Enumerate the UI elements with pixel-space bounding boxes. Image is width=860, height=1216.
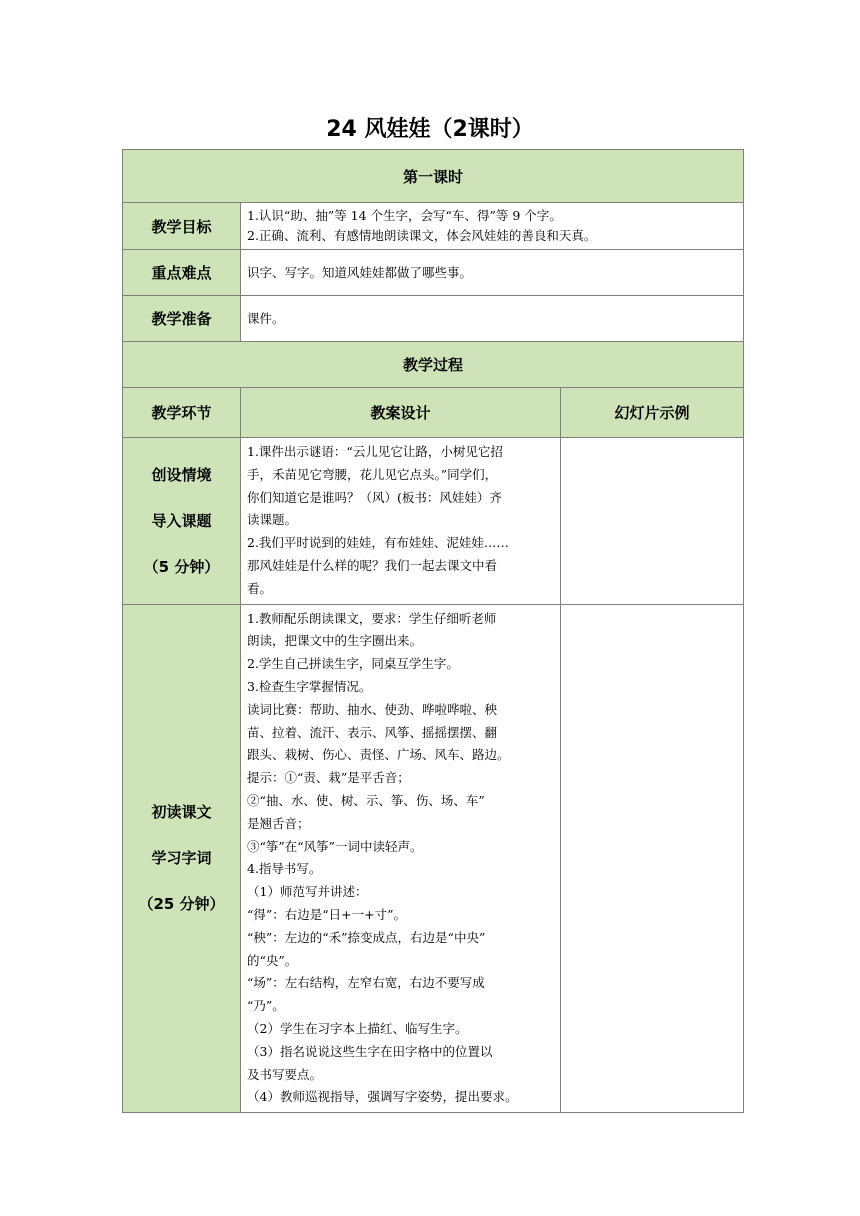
- lesson-plan-table: [122, 149, 744, 1113]
- process-header: 教学过程: [123, 342, 744, 388]
- design-line: 3.检查生字掌握情况。: [247, 678, 372, 694]
- design-line: （1）师范写并讲述：: [247, 884, 368, 900]
- design-line: 你们知道它是谁吗？（风）(板书：风娃娃）齐: [247, 489, 502, 505]
- design-line: 及书写要点。: [247, 1066, 323, 1082]
- stage-design: [241, 438, 561, 605]
- design-line: 读词比赛：帮助、抽水、使劲、哗啦哗啦、秧: [247, 701, 498, 717]
- design-line: ③“筝”在“风筝”一词中读轻声。: [247, 838, 423, 854]
- column-header-stage: 教学环节: [123, 388, 241, 438]
- design-line: 是翘舌音；: [247, 815, 310, 831]
- design-line: “得”：右边是“日+一+寸”。: [247, 906, 407, 922]
- goal-line: 1.认识“助、抽”等 14 个生字，会写“车、得”等 9 个字。: [247, 208, 562, 223]
- key-points-text: 识字、写字。知道风娃娃都做了哪些事。: [241, 250, 744, 296]
- design-line: 跟头、栽树、伤心、责怪、广场、风车、路边。: [247, 747, 510, 763]
- document-title: 24 风娃娃（2课时）: [326, 117, 534, 142]
- key-points-label: 重点难点: [123, 250, 241, 296]
- goal-line: 2.正确、流利、有感情地朗读课文，体会风娃娃的善良和天真。: [247, 228, 597, 243]
- lesson-header: 第一课时: [123, 150, 744, 203]
- design-line: （4）教师巡视指导，强调写字姿势，提出要求。: [247, 1089, 518, 1105]
- stage-slide: [561, 438, 744, 605]
- design-line: “乃”。: [247, 998, 285, 1014]
- design-line: “秧”：左边的“禾”捺变成点，右边是“中央”: [247, 929, 486, 945]
- column-header-slide: 幻灯片示例: [561, 388, 744, 438]
- goals-content: [241, 203, 744, 250]
- stage-design: [241, 604, 561, 1113]
- stage-duration: （5 分钟）: [143, 557, 220, 576]
- design-line: “场”：左右结构，左窄右宽，右边不要写成: [247, 975, 485, 991]
- stage-name-line: 创设情境: [151, 465, 212, 484]
- stage-name: [123, 604, 241, 1113]
- design-line: （3）指名说说这些生字在田字格中的位置以: [247, 1043, 493, 1059]
- stage-duration: （25 分钟）: [138, 895, 225, 914]
- design-line: 的“央”。: [247, 952, 298, 968]
- design-line: 苗、拉着、流汗、表示、风筝、摇摇摆摆、翻: [247, 724, 498, 740]
- design-line: 手，禾苗见它弯腰，花儿见它点头。”同学们，: [247, 466, 498, 482]
- design-line: 1.课件出示谜语：“云儿见它让路，小树见它招: [247, 444, 503, 459]
- column-header-design: 教案设计: [241, 388, 561, 438]
- design-line: 1.教师配乐朗读课文，要求：学生仔细听老师: [247, 610, 497, 626]
- stage-name-line: 导入课题: [151, 511, 212, 530]
- preparation-label: 教学准备: [123, 296, 241, 342]
- design-line: 看。: [247, 580, 273, 596]
- design-line: 读课题。: [247, 512, 298, 528]
- stage-slide: [561, 604, 744, 1113]
- design-line: ②“抽、水、使、树、示、筝、伤、场、车”: [247, 792, 485, 808]
- design-line: （2）学生在习字本上描红、临写生字。: [247, 1020, 468, 1036]
- stage-name-line: 初读课文: [151, 803, 212, 822]
- design-line: 那风娃娃是什么样的呢？我们一起去课文中看: [247, 557, 498, 573]
- design-line: 4.指导书写。: [247, 861, 322, 877]
- stage-name-line: 学习字词: [151, 849, 212, 868]
- goals-label: 教学目标: [123, 203, 241, 250]
- preparation-text: 课件。: [241, 296, 744, 342]
- design-line: 2.学生自己拼读生字，同桌互学生字。: [247, 656, 459, 672]
- design-line: 朗读，把课文中的生字圈出来。: [247, 633, 423, 649]
- design-line: 2.我们平时说到的娃娃，有布娃娃、泥娃娃……: [247, 535, 509, 551]
- stage-name: [123, 438, 241, 605]
- design-line: 提示：①“责、栽”是平舌音；: [247, 770, 410, 786]
